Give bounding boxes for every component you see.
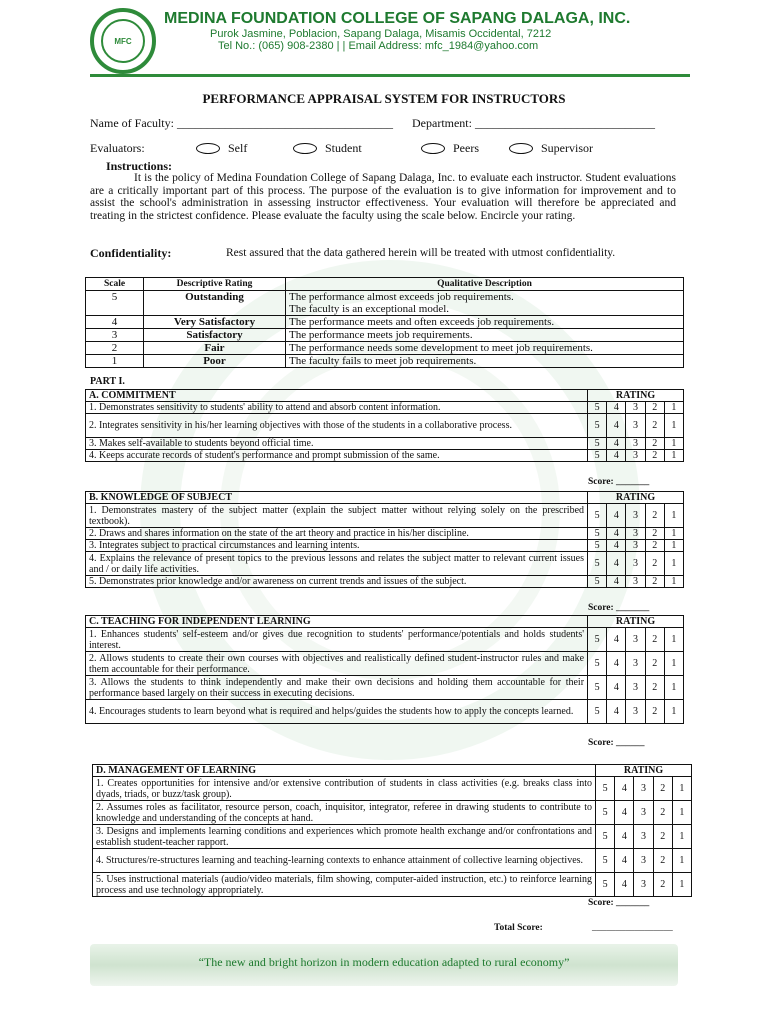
rating-option-4[interactable]: 4 <box>607 552 626 576</box>
rating-option-1[interactable]: 1 <box>664 628 683 652</box>
criterion-row <box>86 450 684 462</box>
rating-option-5[interactable]: 5 <box>596 873 615 897</box>
rating-option-3[interactable]: 3 <box>626 576 645 588</box>
criterion-row <box>86 552 684 576</box>
part-label: PART I. <box>90 376 125 387</box>
rating-option-1[interactable]: 1 <box>672 825 691 849</box>
scale-value: 2 <box>86 342 144 355</box>
rating-option-2[interactable]: 2 <box>645 628 664 652</box>
rating-table-3 <box>85 615 684 724</box>
criterion-row <box>86 576 684 588</box>
evaluator-option-student[interactable] <box>293 141 362 156</box>
criterion-text: 3. Designs and implements learning conditions and experiences which promote health exchange and/or confrontations and establish student-teacher rapport. <box>93 825 596 849</box>
rating-option-1[interactable]: 1 <box>664 576 683 588</box>
school-name: MEDINA FOUNDATION COLLEGE OF SAPANG DALAGA, INC. <box>164 10 631 27</box>
criterion-row <box>86 504 684 528</box>
section-title: B. KNOWLEDGE OF SUBJECT <box>86 492 588 504</box>
scale-value: 5 <box>86 291 144 316</box>
rating-option-5[interactable]: 5 <box>588 652 607 676</box>
rating-option-5[interactable]: 5 <box>596 777 615 801</box>
rating-header: Descriptive Rating <box>144 278 286 291</box>
criterion-text: 5. Uses instructional materials (audio/video materials, film showing, computer-aided instruction, etc.) to reinforce learning process and use technology appropriately. <box>93 873 596 897</box>
criterion-text: 2. Integrates sensitivity in his/her learning objectives with those of the students in a collaborative process. <box>86 414 588 438</box>
scale-desc: The performance meets and often exceeds job requirements. <box>286 316 684 329</box>
criterion-text: 3. Makes self-available to students beyond official time. <box>86 438 588 450</box>
criterion-text: 2. Draws and shares information on the state of the art theory and practice in his/her discipline. <box>86 528 588 540</box>
rating-option-3[interactable]: 3 <box>626 540 645 552</box>
section-score[interactable]: Score: _______ <box>588 477 650 487</box>
rating-option-2[interactable]: 2 <box>645 576 664 588</box>
rating-option-4[interactable]: 4 <box>607 402 626 414</box>
scale-desc: The faculty fails to meet job requirements. <box>286 355 684 368</box>
total-score-label: Total Score: <box>494 923 543 933</box>
criterion-row <box>93 825 692 849</box>
rating-option-4[interactable]: 4 <box>607 528 626 540</box>
school-contact: Tel No.: (065) 908-2380 | | Email Address: mfc_1984@yahoo.com <box>218 40 539 52</box>
scale-desc: The performance meets job requirements. <box>286 329 684 342</box>
school-address: Purok Jasmine, Poblacion, Sapang Dalaga, Misamis Occidental, 7212 <box>210 28 552 40</box>
evaluator-option-peers[interactable] <box>421 141 479 156</box>
school-logo <box>90 8 156 74</box>
criterion-row <box>86 528 684 540</box>
section-title: D. MANAGEMENT OF LEARNING <box>93 765 596 777</box>
criterion-row <box>86 628 684 652</box>
rating-option-1[interactable]: 1 <box>672 777 691 801</box>
section-score[interactable]: Score: _______ <box>588 603 650 613</box>
rating-option-1[interactable]: 1 <box>664 700 683 724</box>
rating-option-4[interactable]: 4 <box>607 504 626 528</box>
rating-option-3[interactable]: 3 <box>634 777 653 801</box>
criterion-row <box>93 777 692 801</box>
scale-desc-cell <box>286 291 684 316</box>
rating-option-5[interactable]: 5 <box>596 825 615 849</box>
criterion-row <box>93 873 692 897</box>
rating-option-3[interactable]: 3 <box>634 873 653 897</box>
rating-option-5[interactable]: 5 <box>596 849 615 873</box>
criterion-text: 4. Encourages students to learn beyond what is required and helps/guides the students how to apply the concepts learned. <box>86 700 588 724</box>
rating-option-3[interactable]: 3 <box>626 414 645 438</box>
rating-option-4[interactable]: 4 <box>607 628 626 652</box>
instructions-heading: Instructions: <box>106 159 173 173</box>
rating-option-5[interactable]: 5 <box>588 528 607 540</box>
rating-option-4[interactable]: 4 <box>615 849 634 873</box>
rating-option-3[interactable]: 3 <box>626 652 645 676</box>
criterion-text: 4. Structures/re-structures learning and teaching-learning contexts to enhance attainment of collective learning objectives. <box>93 849 596 873</box>
rating-option-4[interactable]: 4 <box>615 777 634 801</box>
rating-option-5[interactable]: 5 <box>588 552 607 576</box>
scale-desc: The faculty is an exceptional model. <box>286 303 684 315</box>
rating-option-2[interactable]: 2 <box>645 676 664 700</box>
criterion-text: 1. Creates opportunities for intensive and/or extensive contribution of students in class activities (e.g. breaks class into dyads, triads, or buzz/task group). <box>93 777 596 801</box>
confidentiality-heading: Confidentiality: <box>90 246 172 260</box>
rating-option-2[interactable]: 2 <box>645 528 664 540</box>
rating-header: RATING <box>588 616 684 628</box>
criterion-row <box>86 540 684 552</box>
rating-option-3[interactable]: 3 <box>626 402 645 414</box>
rating-option-3[interactable]: 3 <box>626 700 645 724</box>
rating-option-5[interactable]: 5 <box>588 628 607 652</box>
rating-option-4[interactable]: 4 <box>607 450 626 462</box>
rating-option-4[interactable]: 4 <box>607 652 626 676</box>
rating-option-2[interactable]: 2 <box>645 414 664 438</box>
rating-option-5[interactable]: 5 <box>588 576 607 588</box>
rating-option-5[interactable]: 5 <box>588 540 607 552</box>
form-title: PERFORMANCE APPRAISAL SYSTEM FOR INSTRUCTORS <box>202 91 566 106</box>
rating-header: RATING <box>596 765 692 777</box>
criterion-text: 1. Demonstrates sensitivity to students' ability to attend and absorb content information. <box>86 402 588 414</box>
criterion-row <box>93 849 692 873</box>
scale-rating: Satisfactory <box>144 329 286 342</box>
radio-oval-icon <box>421 143 445 154</box>
rating-option-4[interactable]: 4 <box>607 438 626 450</box>
rating-option-2[interactable]: 2 <box>653 849 672 873</box>
rating-option-3[interactable]: 3 <box>634 849 653 873</box>
section-title: A. COMMITMENT <box>86 390 588 402</box>
rating-option-5[interactable]: 5 <box>588 504 607 528</box>
rating-option-4[interactable]: 4 <box>607 576 626 588</box>
criterion-text: 2. Allows students to create their own courses with objectives and realistically defined student-instructor rules and make them accountable for their performance. <box>86 652 588 676</box>
scale-rating: Poor <box>144 355 286 368</box>
rating-option-2[interactable]: 2 <box>653 825 672 849</box>
rating-option-1[interactable]: 1 <box>672 801 691 825</box>
rating-option-2[interactable]: 2 <box>645 540 664 552</box>
rating-option-3[interactable]: 3 <box>626 552 645 576</box>
criterion-row <box>93 801 692 825</box>
rating-option-2[interactable]: 2 <box>645 438 664 450</box>
rating-option-3[interactable]: 3 <box>626 628 645 652</box>
rating-option-1[interactable]: 1 <box>664 402 683 414</box>
section-score[interactable]: Score: _______ <box>588 898 650 908</box>
rating-option-4[interactable]: 4 <box>615 801 634 825</box>
rating-option-2[interactable]: 2 <box>645 504 664 528</box>
rating-option-2[interactable]: 2 <box>653 801 672 825</box>
rating-table-1 <box>85 389 684 462</box>
scale-value: 3 <box>86 329 144 342</box>
rating-option-4[interactable]: 4 <box>607 676 626 700</box>
evaluator-label: Peers <box>453 141 479 155</box>
evaluator-label: Supervisor <box>541 141 593 155</box>
scale-desc: The performance almost exceeds job requirements. <box>286 291 684 303</box>
rating-option-5[interactable]: 5 <box>588 402 607 414</box>
scale-rating: Very Satisfactory <box>144 316 286 329</box>
rating-option-5[interactable]: 5 <box>596 801 615 825</box>
rating-option-5[interactable]: 5 <box>588 450 607 462</box>
rating-option-1[interactable]: 1 <box>664 540 683 552</box>
rating-option-3[interactable]: 3 <box>626 528 645 540</box>
description-header: Qualitative Description <box>286 278 684 291</box>
rating-option-1[interactable]: 1 <box>664 504 683 528</box>
rating-option-1[interactable]: 1 <box>664 552 683 576</box>
evaluator-label: Student <box>325 141 362 155</box>
section-score[interactable]: Score: ______ <box>588 738 645 748</box>
instructions-text: It is the policy of Medina Foundation College of Sapang Dalaga, Inc. to evaluate each instructor. Student evaluations are a critically important part of this process. The purpose of the evaluation is to give information for improvement and to assist the school's administration in assessing instructor effectiveness. Your evaluation will therefore be appreciated and treating in the strictest confidence. Please evaluate the faculty using the scale below. Encircle your rating. <box>90 172 676 222</box>
rating-option-2[interactable]: 2 <box>645 700 664 724</box>
rating-option-5[interactable]: 5 <box>588 414 607 438</box>
rating-option-2[interactable]: 2 <box>653 777 672 801</box>
rating-option-2[interactable]: 2 <box>645 552 664 576</box>
scale-header: Scale <box>86 278 144 291</box>
rating-option-1[interactable]: 1 <box>664 676 683 700</box>
rating-option-5[interactable]: 5 <box>588 676 607 700</box>
criterion-text: 4. Keeps accurate records of student's performance and prompt submission of the same. <box>86 450 588 462</box>
rating-option-3[interactable]: 3 <box>634 825 653 849</box>
criterion-text: 1. Enhances students' self-esteem and/or gives due recognition to students' performance/potentials and holds students' interest. <box>86 628 588 652</box>
rating-option-5[interactable]: 5 <box>588 700 607 724</box>
rating-option-4[interactable]: 4 <box>607 700 626 724</box>
rating-header: RATING <box>588 390 684 402</box>
criterion-text: 4. Explains the relevance of present topics to the previous lessons and relates the subject matter to relevant current issues and / or daily life activities. <box>86 552 588 576</box>
rating-option-2[interactable]: 2 <box>645 450 664 462</box>
evaluator-option-self[interactable] <box>196 141 247 156</box>
rating-option-1[interactable]: 1 <box>664 528 683 540</box>
rating-option-2[interactable]: 2 <box>645 652 664 676</box>
evaluators-label: Evaluators: <box>90 141 145 155</box>
scale-value: 4 <box>86 316 144 329</box>
rating-option-4[interactable]: 4 <box>615 873 634 897</box>
school-slogan: “The new and bright horizon in modern education adapted to rural economy” <box>198 955 570 969</box>
criterion-text: 1. Demonstrates mastery of the subject matter (explain the subject matter without relying solely on the prescribed textbook). <box>86 504 588 528</box>
faculty-name-field[interactable]: Name of Faculty: ____________________________________ <box>90 116 393 130</box>
radio-oval-icon <box>196 143 220 154</box>
criterion-text: 3. Allows the students to think independently and make their own decisions and holding them accountable for their performance based largely on their success in executing decisions. <box>86 676 588 700</box>
criterion-text: 2. Assumes roles as facilitator, resource person, coach, inquisitor, integrator, referee in drawing students to contribute to knowledge and understanding of the concepts at hand. <box>93 801 596 825</box>
radio-oval-icon <box>293 143 317 154</box>
rating-option-4[interactable]: 4 <box>615 825 634 849</box>
rating-option-3[interactable]: 3 <box>626 450 645 462</box>
criterion-text: 5. Demonstrates prior knowledge and/or awareness on current trends and issues of the subject. <box>86 576 588 588</box>
header-divider <box>90 74 690 77</box>
rating-option-3[interactable]: 3 <box>626 438 645 450</box>
rating-option-4[interactable]: 4 <box>607 540 626 552</box>
rating-table-4 <box>92 764 692 897</box>
criterion-row <box>86 652 684 676</box>
rating-table-2 <box>85 491 684 588</box>
rating-scale-table <box>85 277 684 368</box>
rating-option-3[interactable]: 3 <box>626 676 645 700</box>
criterion-row <box>86 700 684 724</box>
rating-option-2[interactable]: 2 <box>653 873 672 897</box>
rating-option-1[interactable]: 1 <box>664 438 683 450</box>
rating-option-1[interactable]: 1 <box>664 450 683 462</box>
criterion-text: 3. Integrates subject to practical circumstances and learning intents. <box>86 540 588 552</box>
confidentiality-text: Rest assured that the data gathered herein will be treated with utmost confidentiality. <box>226 247 616 259</box>
scale-rating: Outstanding <box>144 291 286 316</box>
rating-option-1[interactable]: 1 <box>672 849 691 873</box>
rating-option-4[interactable]: 4 <box>607 414 626 438</box>
rating-option-1[interactable]: 1 <box>664 652 683 676</box>
criterion-row <box>86 438 684 450</box>
rating-header: RATING <box>588 492 684 504</box>
evaluator-label: Self <box>228 141 248 155</box>
section-title: C. TEACHING FOR INDEPENDENT LEARNING <box>86 616 588 628</box>
department-field[interactable]: Department: ______________________________ <box>412 116 655 130</box>
rating-option-1[interactable]: 1 <box>672 873 691 897</box>
criterion-row <box>86 402 684 414</box>
evaluator-option-supervisor[interactable] <box>509 141 593 156</box>
scale-rating: Fair <box>144 342 286 355</box>
rating-option-3[interactable]: 3 <box>634 801 653 825</box>
rating-option-3[interactable]: 3 <box>626 504 645 528</box>
logo-text: MFC <box>101 19 145 63</box>
criterion-row <box>86 676 684 700</box>
rating-option-2[interactable]: 2 <box>645 402 664 414</box>
criterion-row <box>86 414 684 438</box>
total-score-field[interactable]: _________________ <box>592 923 673 933</box>
scale-desc: The performance needs some development to meet job requirements. <box>286 342 684 355</box>
radio-oval-icon <box>509 143 533 154</box>
scale-value: 1 <box>86 355 144 368</box>
rating-option-5[interactable]: 5 <box>588 438 607 450</box>
rating-option-1[interactable]: 1 <box>664 414 683 438</box>
